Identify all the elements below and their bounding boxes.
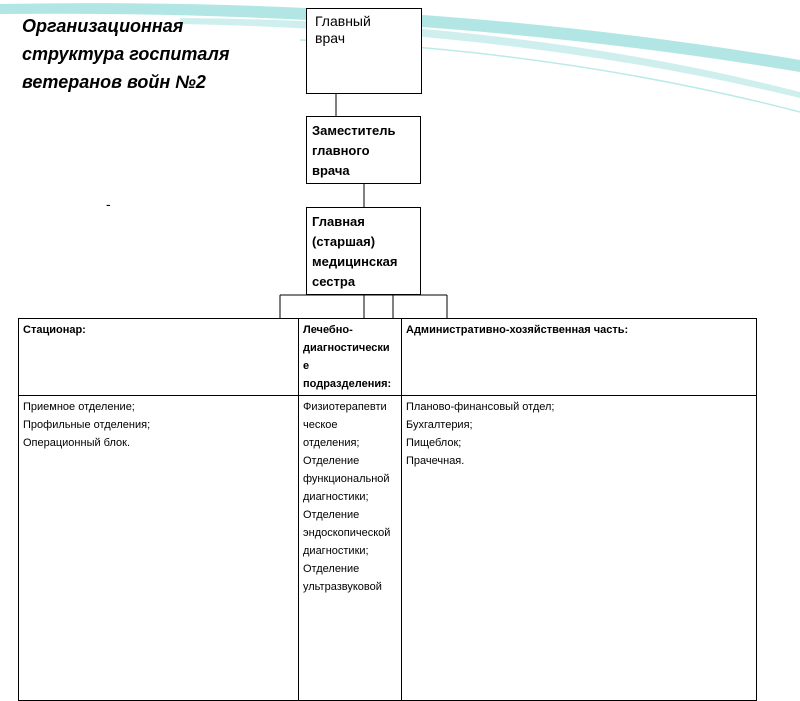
- admin-item: Бухгалтерия;: [406, 419, 473, 431]
- cell-diagnostic-items: [299, 396, 402, 701]
- header-admin: Административно-хозяйственная часть:: [402, 319, 757, 396]
- node-nurse-line-4: сестра: [312, 274, 356, 289]
- inpatient-item: Профильные отделения;: [23, 419, 151, 431]
- header-diagnostic-line-3: е: [303, 360, 310, 372]
- diagnostic-item: Физиотерапевти: [303, 401, 387, 413]
- diagnostic-item: ческое: [303, 419, 338, 431]
- header-diagnostic-line-2: диагностически: [303, 342, 390, 354]
- diagnostic-item: функциональной: [303, 473, 390, 485]
- title-line-2: структура госпиталя: [22, 44, 230, 64]
- node-deputy-line-2: главного: [312, 143, 370, 158]
- page-title: [22, 12, 302, 96]
- inpatient-item: Операционный блок.: [23, 437, 131, 449]
- node-deputy-line-1: Заместитель: [312, 123, 396, 138]
- admin-item: Прачечная.: [406, 455, 465, 467]
- node-nurse-line-2: (старшая): [312, 234, 376, 249]
- node-head-nurse: [306, 207, 421, 295]
- node-deputy-chief: [306, 116, 421, 184]
- diagnostic-item: Отделение: [303, 563, 360, 575]
- diagnostic-item: Отделение: [303, 455, 360, 467]
- departments-header-row: [19, 319, 757, 396]
- diagnostic-item: диагностики;: [303, 545, 369, 557]
- cell-inpatient-items: [19, 396, 299, 701]
- header-diagnostic-line-4: подразделения:: [303, 378, 392, 390]
- admin-item: Пищеблок;: [406, 437, 462, 449]
- diagnostic-item: Отделение: [303, 509, 360, 521]
- title-line-3: ветеранов войн №2: [22, 72, 206, 92]
- stray-dash: -: [106, 196, 111, 212]
- diagnostic-item: отделения;: [303, 437, 360, 449]
- diagnostic-item: ультразвуковой: [303, 581, 382, 593]
- title-line-1: Организационная: [22, 16, 184, 36]
- header-diagnostic-line-1: Лечебно-: [303, 324, 353, 336]
- departments-body-row: [19, 396, 757, 701]
- node-nurse-line-3: медицинская: [312, 254, 398, 269]
- node-chief-doctor: [306, 8, 422, 94]
- admin-item: Планово-финансовый отдел;: [406, 401, 555, 413]
- node-deputy-line-3: врача: [312, 163, 350, 178]
- diagnostic-item: эндоскопической: [303, 527, 391, 539]
- header-inpatient: Стационар:: [19, 319, 299, 396]
- node-chief-line-2: врач: [315, 30, 345, 46]
- node-nurse-line-1: Главная: [312, 214, 365, 229]
- header-diagnostic: [299, 319, 402, 396]
- cell-admin-items: [402, 396, 757, 701]
- departments-table: [18, 318, 757, 701]
- node-chief-line-1: Главный: [315, 13, 371, 29]
- diagnostic-item: диагностики;: [303, 491, 369, 503]
- inpatient-item: Приемное отделение;: [23, 401, 135, 413]
